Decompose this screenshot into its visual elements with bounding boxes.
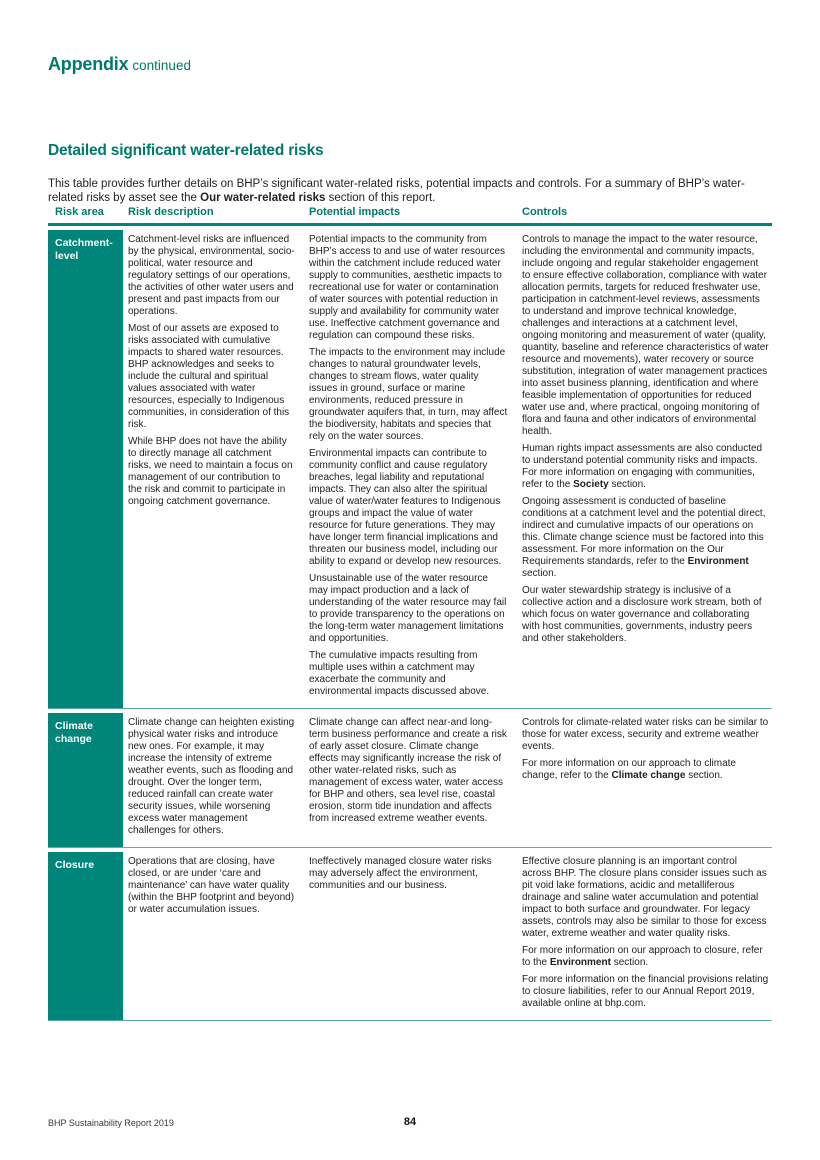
- appendix-header: [48, 54, 191, 75]
- paragraph-text: For more information on our approach to climate change, refer to the: [522, 758, 736, 781]
- controls-cell: [517, 226, 772, 708]
- risk-area-cell: [48, 709, 123, 847]
- controls-cell: [517, 709, 772, 847]
- paragraph: For more information on the financial provisions relating to closure liabilities, refer to our Annual Report 2019, available online at bhp.com.: [522, 974, 769, 1009]
- risk-area-label: Catchment-level: [48, 230, 123, 708]
- potential-impacts-cell: [304, 848, 517, 1020]
- paragraph-text: Ongoing assessment is conducted of baseline conditions at a catchment level and the potential direct, indirect and cumulative impacts of our operations on this. Climate change science must be factored into this assessment. For more information on the Our Requirements standards, refer to the: [522, 496, 766, 567]
- paragraph: Operations that are closing, have closed, or are under ‘care and maintenance’ can have water quality (within the BHP footprint and beyond) or water accumulation issues.: [128, 856, 295, 915]
- risk-area-cell: [48, 226, 123, 708]
- intro-text-pre: This table provides further details on BHP’s significant water-related risks, potential impacts and controls. For a summary of BHP’s water-related risks by asset see the: [48, 177, 745, 204]
- column-header-risk-area: Risk area: [55, 206, 104, 218]
- paragraph: The impacts to the environment may include changes to natural groundwater levels, changes to stream flows, water quality issues in ground, surface or marine environments, reduced pressure in groundwater aquifers that, in turn, may affect the biodiversity, habitats and species that rely on the water sources.: [309, 347, 508, 442]
- paragraph: Environmental impacts can contribute to community conflict and cause regulatory breaches, legal liability and reputational impacts. They can also alter the spiritual value of water/water features to Indigenous groups and impact the value of water resource for future generations. They may have longer term financial implications and threaten our business model, including our ability to expand or develop new resources.: [309, 448, 502, 567]
- paragraph-text: For more information on our approach to closure, refer to the: [522, 945, 763, 968]
- paragraph-text: section.: [608, 479, 646, 490]
- appendix-title: Appendix: [48, 54, 129, 74]
- risk-description-cell: [123, 848, 304, 1020]
- paragraph: Most of our assets are exposed to risks associated with cumulative impacts to shared water resources. BHP acknowledges and seeks to include the cultural and spiritual values associated with water resources, especially to Indigenous communities, in consideration of this risk.: [128, 323, 290, 430]
- paragraph: The cumulative impacts resulting from multiple uses within a catchment may exacerbate the community and environmental impacts discussed above.: [309, 650, 490, 697]
- paragraph: Our water stewardship strategy is inclusive of a collective action and a disclosure work stream, both of which focus on water governance and collaborating with host communities, governments, industry peers and other stakeholders.: [522, 585, 762, 644]
- paragraph-text: section.: [522, 568, 557, 579]
- potential-impacts-cell: [304, 226, 517, 708]
- paragraph: While BHP does not have the ability to directly manage all catchment risks, we need to maintain a focus on management of our contribution to the risk and commit to participate in ongoing catchment governance.: [128, 436, 293, 507]
- section-intro: [48, 177, 775, 206]
- paragraph: [522, 758, 769, 782]
- potential-impacts-cell: [304, 709, 517, 847]
- paragraph: Controls for climate-related water risks can be similar to those for water excess, security and extreme weather events.: [522, 717, 769, 752]
- risk-description-cell: [123, 226, 304, 708]
- paragraph: Effective closure planning is an important control across BHP. The closure plans consider issues such as pit void lake formations, acidic and metalliferous drainage and saline water accumulation and potential impact to both surface and groundwater. For legacy assets, controls may also be similar to those for excess water, extreme weather and water quality risks.: [522, 856, 767, 939]
- section-reference-society: Society: [573, 479, 609, 490]
- section-reference-environment: Environment: [687, 556, 749, 567]
- intro-text-post: section of this report.: [325, 192, 436, 204]
- column-header-controls: Controls: [522, 206, 568, 218]
- paragraph-text: section.: [610, 957, 649, 968]
- water-risks-table: [48, 206, 772, 1021]
- risk-area-cell: [48, 848, 123, 1020]
- risk-description-cell: [123, 709, 304, 847]
- paragraph: [522, 945, 769, 969]
- risk-area-label: Climate change: [48, 713, 123, 847]
- section-reference-climate-change: Climate change: [611, 770, 686, 781]
- paragraph: [522, 443, 769, 491]
- section-title: Detailed significant water-related risks: [48, 142, 324, 159]
- appendix-continued-label: continued: [132, 58, 191, 73]
- paragraph-text: Human rights impact assessments are also conducted to understand potential community risks and impacts. For more information on engaging with communities, refer to the: [522, 443, 763, 490]
- paragraph: Catchment-level risks are influenced by the physical, environmental, socio-political, water resource and regulatory settings of our operations, the activities of other water users and present and past impacts from our operations.: [128, 234, 295, 317]
- table-row-closure: [48, 848, 772, 1021]
- paragraph: Climate change can heighten existing physical water risks and introduce new ones. For example, it may increase the intensity of extreme weather events, such as flooding and drought. Over the longer term, reduced rainfall can create water security issues, while worsening excess water management challenges for others.: [128, 717, 295, 836]
- paragraph: Climate change can affect near-and long-term business performance and create a risk of early asset closure. Climate change effects may significantly increase the risk of other water-related risks, such as management of excess water, water access for BHP and others, sea level rise, coastal erosion, storm tide inundation and affects from increased extreme weather events.: [309, 717, 507, 824]
- paragraph: Potential impacts to the community from BHP’s access to and use of water resources within the catchment include reduced water supply to communities, aesthetic impacts to recreational use for water or contamination of water sources with potential reduction in supply and availability for community water use. Ineffective catchment governance and regulation can compound these risks.: [309, 234, 506, 341]
- paragraph-text: section.: [685, 770, 723, 781]
- page-footer: [0, 1116, 820, 1136]
- table-row-catchment-level: [48, 226, 772, 709]
- paragraph: Controls to manage the impact to the water resource, including the environmental and community impacts, include ongoing and regular stakeholder engagement to ensure effective collaboration, compliance with water allocation permits, targets for reduced freshwater use, participation in catchment-level reviews, assessments to understand and improve technical knowledge, challenges and interactions at a catchment level, ongoing monitoring and measurement of water (quality, quantity, baseline and reference characteristics of water resource and movements), water recovery or source substitution, integration of water management practices into asset business planning, identification and where feasible implementation of opportunities for reduced water use and, where practical, ongoing monitoring of flora and fauna and other indicators of environmental health.: [522, 234, 769, 437]
- report-name-footer: BHP Sustainability Report 2019: [48, 1118, 174, 1128]
- table-row-climate-change: [48, 709, 772, 848]
- paragraph: Unsustainable use of the water resource may impact production and a lack of understanding of the water resource may fail to provide transparency to the operations on the long-term water management limitations and opportunities.: [309, 573, 507, 644]
- paragraph: [522, 496, 769, 580]
- risk-area-label: Closure: [48, 852, 123, 1020]
- table-header-row: [48, 206, 772, 226]
- column-header-risk-description: Risk description: [128, 206, 214, 218]
- intro-bold-reference: Our water-related risks: [200, 192, 326, 204]
- page-number: 84: [403, 1116, 417, 1128]
- paragraph: Ineffectively managed closure water risks may adversely affect the environment, communities and our business.: [309, 856, 492, 891]
- controls-cell: [517, 848, 772, 1020]
- section-reference-environment: Environment: [549, 957, 611, 968]
- column-header-potential-impacts: Potential impacts: [309, 206, 401, 218]
